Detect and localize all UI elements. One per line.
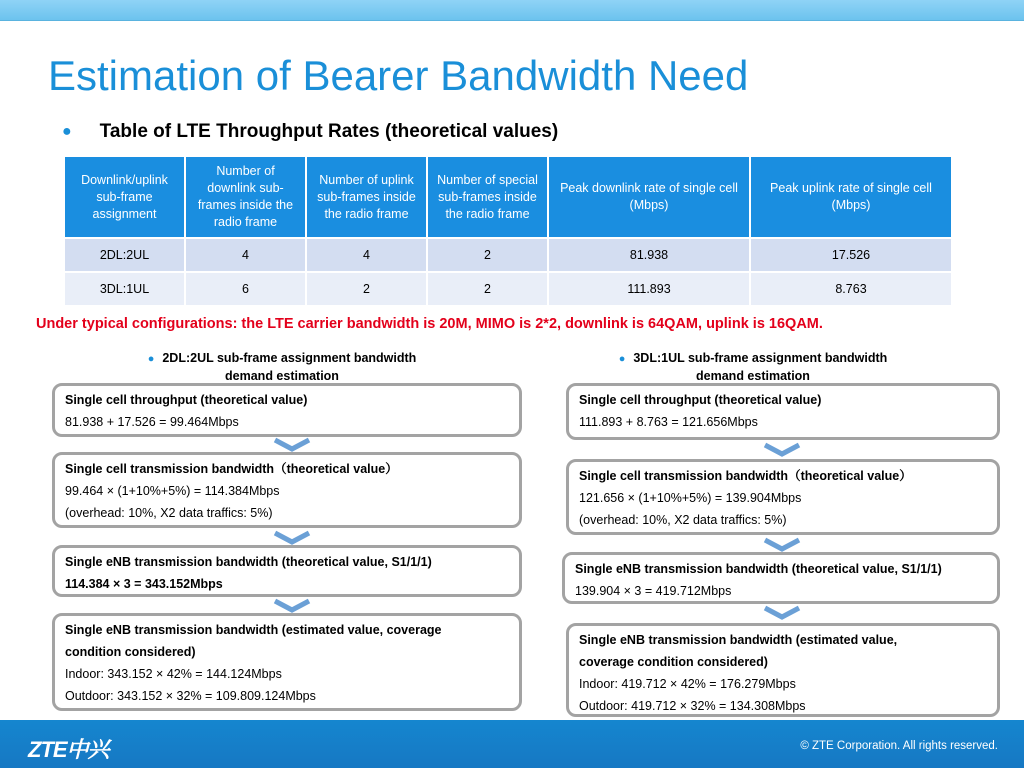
table-row [64, 238, 952, 272]
left-column-heading [112, 350, 452, 385]
bullet-icon: ● [62, 123, 72, 140]
box-title: Single cell throughput (theoretical value) [65, 393, 308, 407]
box-value: 114.384 × 3 = 343.152Mbps [65, 577, 223, 591]
right-heading-line2: demand estimation [696, 369, 810, 383]
left-cell-bandwidth-box [52, 452, 522, 528]
table-cell: 4 [185, 238, 306, 272]
box-title-cont: coverage condition considered) [579, 655, 768, 669]
box-value: 121.656 × (1+10%+5%) = 139.904Mbps [579, 491, 802, 505]
table-header-cell: Peak uplink rate of single cell (Mbps) [750, 156, 952, 238]
table-header-cell: Peak downlink rate of single cell (Mbps) [548, 156, 750, 238]
table-cell: 2 [306, 272, 427, 306]
right-heading-line1: 3DL:1UL sub-frame assignment bandwidth [633, 351, 888, 365]
box-title: Single eNB transmission bandwidth (estimated value, coverage [65, 623, 442, 637]
box-value: 81.938 + 17.526 = 99.464Mbps [65, 415, 239, 429]
chevron-down-icon [762, 442, 802, 458]
box-title-cont: condition considered) [65, 645, 196, 659]
copyright-text: © ZTE Corporation. All rights reserved. [800, 740, 998, 752]
table-heading [62, 121, 558, 143]
right-enb-theoretical-box [562, 552, 1000, 604]
box-title: Single eNB transmission bandwidth (theoretical value, S1/1/1) [65, 555, 432, 569]
table-heading-text: Table of LTE Throughput Rates (theoretical values) [99, 121, 559, 142]
table-cell: 111.893 [548, 272, 750, 306]
chevron-down-icon [272, 598, 312, 614]
chevron-down-icon [762, 537, 802, 553]
box-indoor: Indoor: 343.152 × 42% = 144.124Mbps [65, 667, 282, 681]
table-cell: 6 [185, 272, 306, 306]
chevron-down-icon [762, 605, 802, 621]
right-cell-bandwidth-box [566, 459, 1000, 535]
bullet-icon: ● [618, 353, 626, 365]
table-cell: 2DL:2UL [64, 238, 185, 272]
table-cell: 2 [427, 272, 548, 306]
box-indoor: Indoor: 419.712 × 42% = 176.279Mbps [579, 677, 796, 691]
table-cell: 81.938 [548, 238, 750, 272]
box-value: 139.904 × 3 = 419.712Mbps [575, 584, 732, 598]
box-outdoor: Outdoor: 419.712 × 32% = 134.308Mbps [579, 699, 806, 713]
right-enb-estimated-box [566, 623, 1000, 717]
box-title: Single cell transmission bandwidth（theoretical value） [579, 469, 912, 483]
box-note: (overhead: 10%, X2 data traffics: 5%) [579, 513, 787, 527]
table-cell: 4 [306, 238, 427, 272]
table-row [64, 272, 952, 306]
right-cell-throughput-box [566, 383, 1000, 440]
table-header-row [64, 156, 952, 238]
box-note: (overhead: 10%, X2 data traffics: 5%) [65, 506, 273, 520]
chevron-down-icon [272, 437, 312, 453]
bullet-icon: ● [147, 353, 155, 365]
table-cell: 2 [427, 238, 548, 272]
box-value: 99.464 × (1+10%+5%) = 114.384Mbps [65, 484, 280, 498]
table-header-cell: Downlink/uplink sub-frame assignment [64, 156, 185, 238]
box-outdoor: Outdoor: 343.152 × 32% = 109.809.124Mbps [65, 689, 316, 703]
right-column-heading [583, 350, 923, 385]
zte-logo: ZTE中兴 [28, 737, 109, 762]
left-enb-theoretical-box [52, 545, 522, 597]
table-cell: 3DL:1UL [64, 272, 185, 306]
left-enb-estimated-box [52, 613, 522, 711]
left-heading-line1: 2DL:2UL sub-frame assignment bandwidth [162, 351, 417, 365]
box-title: Single cell throughput (theoretical value) [579, 393, 822, 407]
config-note: Under typical configurations: the LTE carrier bandwidth is 20M, MIMO is 2*2, downlink is 64QAM, uplink is 16QAM. [36, 316, 823, 332]
box-title: Single cell transmission bandwidth（theoretical value） [65, 462, 398, 476]
table-cell: 17.526 [750, 238, 952, 272]
chevron-down-icon [272, 530, 312, 546]
throughput-table [63, 155, 953, 307]
top-band [0, 0, 1024, 21]
box-title: Single eNB transmission bandwidth (theoretical value, S1/1/1) [575, 562, 942, 576]
box-value: 111.893 + 8.763 = 121.656Mbps [579, 415, 758, 429]
table-header-cell: Number of downlink sub-frames inside the radio frame [185, 156, 306, 238]
slide-title: Estimation of Bearer Bandwidth Need [48, 52, 749, 99]
table-header-cell: Number of special sub-frames inside the radio frame [427, 156, 548, 238]
left-cell-throughput-box [52, 383, 522, 437]
box-title: Single eNB transmission bandwidth (estimated value, [579, 633, 898, 647]
table-cell: 8.763 [750, 272, 952, 306]
left-heading-line2: demand estimation [225, 369, 339, 383]
table-header-cell: Number of uplink sub-frames inside the radio frame [306, 156, 427, 238]
